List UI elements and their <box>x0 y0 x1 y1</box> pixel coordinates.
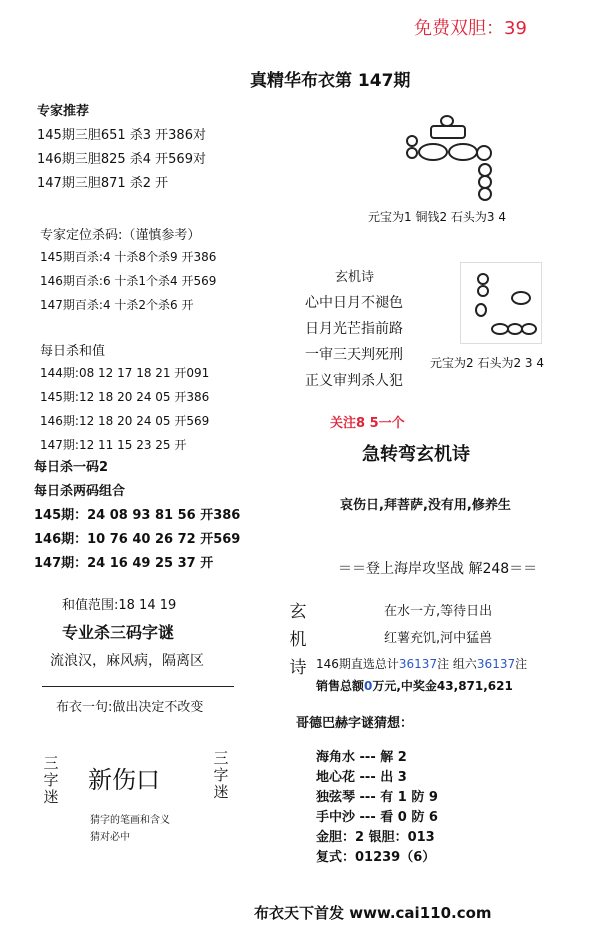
two-code-line: 146期：10 76 40 26 72 开569 <box>34 532 241 547</box>
mystic-poem-line: 正义审判杀人犯 <box>305 373 403 389</box>
two-code-line: 145期：24 08 93 81 56 开386 <box>34 508 241 523</box>
sum-kill-line: 146期:12 18 20 24 05 开569 <box>40 414 210 428</box>
image2-caption: 元宝为2 石头为2 3 4 <box>430 356 544 370</box>
buyi-saying: 布衣一句:做出决定不改变 <box>56 700 204 715</box>
position-kill-heading: 专家定位杀码:（谨慎参考） <box>40 228 201 243</box>
goedel-heading: 哥德巴赫字谜猜想： <box>296 716 414 731</box>
mystic-poem-line: 心中日月不褪色 <box>305 295 403 311</box>
goedel-line: 复式：01239（6） <box>316 850 436 865</box>
goedel-line: 海角水 --- 解 2 <box>316 750 407 765</box>
ingot-coin-picture <box>400 115 505 200</box>
riddle-vertical-left: 三字迷 <box>43 754 59 806</box>
expert-line: 147期三胆871 杀2 开 <box>37 176 169 191</box>
sales-label: 注 组六 <box>437 657 477 671</box>
sum-kill-heading: 每日杀和值 <box>40 344 106 359</box>
divider <box>42 686 234 687</box>
sales-label: 销售总额 <box>316 679 365 693</box>
sum-kill-line: 144期:08 12 17 18 21 开091 <box>40 366 210 380</box>
three-code-riddle-title: 专业杀三码字谜 <box>62 623 175 642</box>
three-code-riddle-text: 流浪汉，麻风病，隔离区 <box>50 653 204 669</box>
battle-line: ＝＝登上海岸攻坚战 解248＝＝ <box>338 561 538 577</box>
turn-poem-line: 哀伤日,拜菩萨,没有用,修养生 <box>340 498 511 513</box>
xuanji-vertical-label: 玄机诗 <box>289 602 307 678</box>
expert-line: 145期三胆651 杀3 开386对 <box>37 128 206 143</box>
goedel-line: 地心花 --- 出 3 <box>316 770 407 785</box>
sum-kill-line: 147期:12 11 15 23 25 开 <box>40 438 187 452</box>
xuanji-line: 红薯充饥,河中猛兽 <box>384 631 493 646</box>
sales-label: 万元,中奖金43,871,621 <box>372 679 513 693</box>
focus-note: 关注8 5一个 <box>330 416 405 431</box>
goedel-line: 手中沙 --- 看 0 防 6 <box>316 810 438 825</box>
goedel-line: 金胆：2 银胆：013 <box>316 830 435 845</box>
position-kill-line: 145期百杀:4 十杀8个杀9 开386 <box>40 250 217 264</box>
free-double-badge: 免费双胆：39 <box>414 18 527 39</box>
riddle-vertical-right: 三字迷 <box>213 749 229 801</box>
one-code-kill: 每日杀一码2 <box>34 460 109 475</box>
sales-label: 146期直选总计 <box>316 657 399 671</box>
sum-range: 和值范围:18 14 19 <box>62 598 177 613</box>
expert-heading: 专家推荐 <box>37 104 90 119</box>
riddle-main-word: 新伤口 <box>88 766 160 794</box>
mystic-poem-line: 日月光芒指前路 <box>305 321 403 337</box>
sales-value: 36137 <box>476 657 516 671</box>
riddle-hint: 猜字的笔画和含义 <box>90 815 170 826</box>
expert-line: 146期三胆825 杀4 开569对 <box>37 152 206 167</box>
image1-caption: 元宝为1 铜钱2 石头为3 4 <box>368 210 506 224</box>
page-title: 真精华布衣第 147期 <box>250 71 411 91</box>
position-kill-line: 147期百杀:4 十杀2个杀6 开 <box>40 298 194 312</box>
mystic-poem-heading: 玄机诗 <box>335 270 375 285</box>
two-code-heading: 每日杀两码组合 <box>34 484 126 499</box>
sales-line-1 <box>316 655 527 672</box>
footer-site: 布衣天下首发 www.cai110.com <box>254 904 492 922</box>
goedel-line: 独弦琴 --- 有 1 防 9 <box>316 790 438 805</box>
sales-value: 0 <box>364 679 373 693</box>
sales-value: 36137 <box>398 657 438 671</box>
sales-label: 注 <box>515 657 528 671</box>
position-kill-line: 146期百杀:6 十杀1个杀4 开569 <box>40 274 217 288</box>
turn-poem-title: 急转弯玄机诗 <box>362 444 470 465</box>
sum-kill-line: 145期:12 18 20 24 05 开386 <box>40 390 210 404</box>
two-code-line: 147期：24 16 49 25 37 开 <box>34 556 214 571</box>
xuanji-line: 在水一方,等待日出 <box>384 604 493 619</box>
riddle-hint: 猜对必中 <box>90 832 130 843</box>
sales-line-2 <box>316 677 513 694</box>
ingot-stone-picture <box>460 262 542 344</box>
mystic-poem-line: 一审三天判死刑 <box>305 347 403 363</box>
